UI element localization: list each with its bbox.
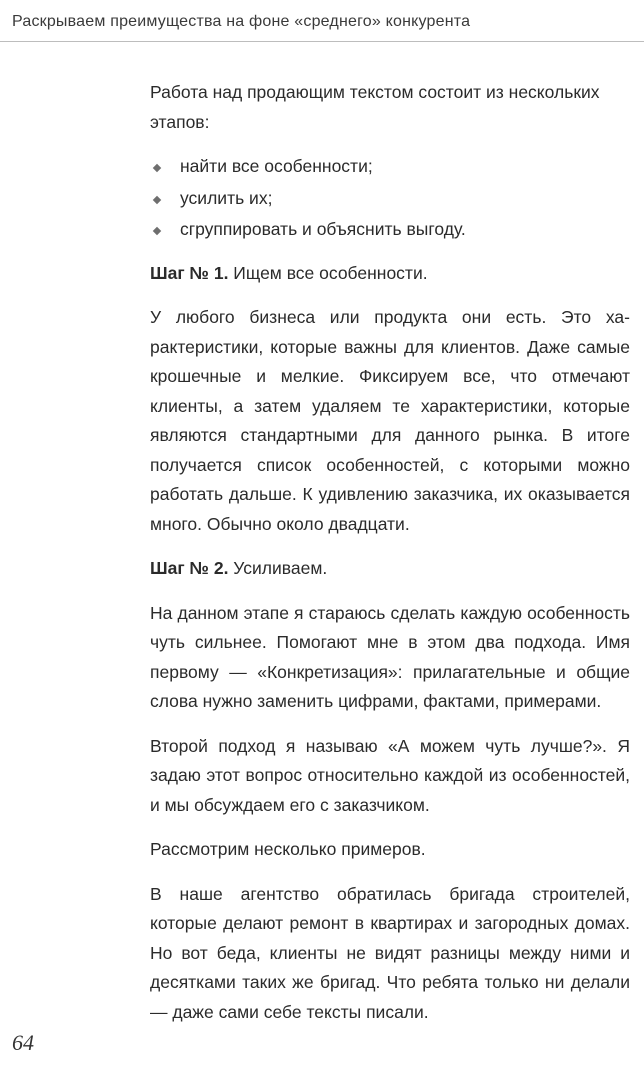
diamond-bullet-icon [153, 164, 161, 172]
step-2-label: Шаг № 2. [150, 558, 229, 578]
paragraph-features: У любого бизнеса или продукта они есть. Это характеристики, которые важны для клиентов. Даже самые крошечные и мелкие. Фиксируем все, что отмечают клиенты, а затем удаляем те характеристики, которые являются стандартными для данного рынка. В итоге получается список особенностей, с которыми можно работать дальше. К удивлению заказчика, их оказывается много. Обычно около двадцати. [150, 307, 630, 534]
list-item-text: усилить их; [180, 187, 273, 208]
list-item-text: найти все особенности; [180, 156, 373, 176]
paragraph-strengthen: На данном этапе я стараюсь сделать каждую особенность чуть сильнее. Помогают мне в этом два подхода. Имя первому — «Конкретизация»: прилагательные и общие слова нужно заменить цифрами, фактами, примерами. [150, 602, 630, 711]
list-item-text: сгруппировать и объяснить выгоду. [180, 219, 466, 239]
step-1-text: Ищем все особенности. [228, 262, 428, 283]
step-1-heading [150, 259, 630, 289]
diamond-bullet-icon [153, 195, 161, 203]
header-divider [0, 41, 644, 42]
paragraph-builders: В наше агентство обратилась бригада строителей, которые делают ремонт в квартирах и загородных домах. Но вот беда, клиенты не видят разницы между ними и десятками таких же бригад. Что ребята только ни делали — даже сами себе тексты писали. [150, 883, 630, 1022]
step-2-text: Усиливаем. [228, 558, 328, 578]
page-number: 64 [12, 1030, 34, 1055]
running-header: Раскрываем преимущества на фоне «среднего» конкурента [12, 13, 471, 30]
intro-paragraph: Работа над продающим текстом состоит из нескольких этапов: [150, 82, 600, 132]
paragraph-second-approach: Второй подход я называю «А можем чуть лучше?». Я задаю этот вопрос относительно каждой из особенностей, и мы обсуждаем его с заказчиком. [150, 735, 630, 815]
paragraph-examples: Рассмотрим несколько примеров. [150, 839, 426, 859]
page-content [150, 78, 630, 1042]
list-item [150, 184, 630, 214]
diamond-bullet-icon [153, 227, 161, 235]
list-item [150, 152, 630, 182]
step-1-label: Шаг № 1. [150, 262, 229, 283]
step-2-heading [150, 554, 630, 584]
list-item [150, 215, 630, 245]
steps-list [150, 152, 630, 245]
